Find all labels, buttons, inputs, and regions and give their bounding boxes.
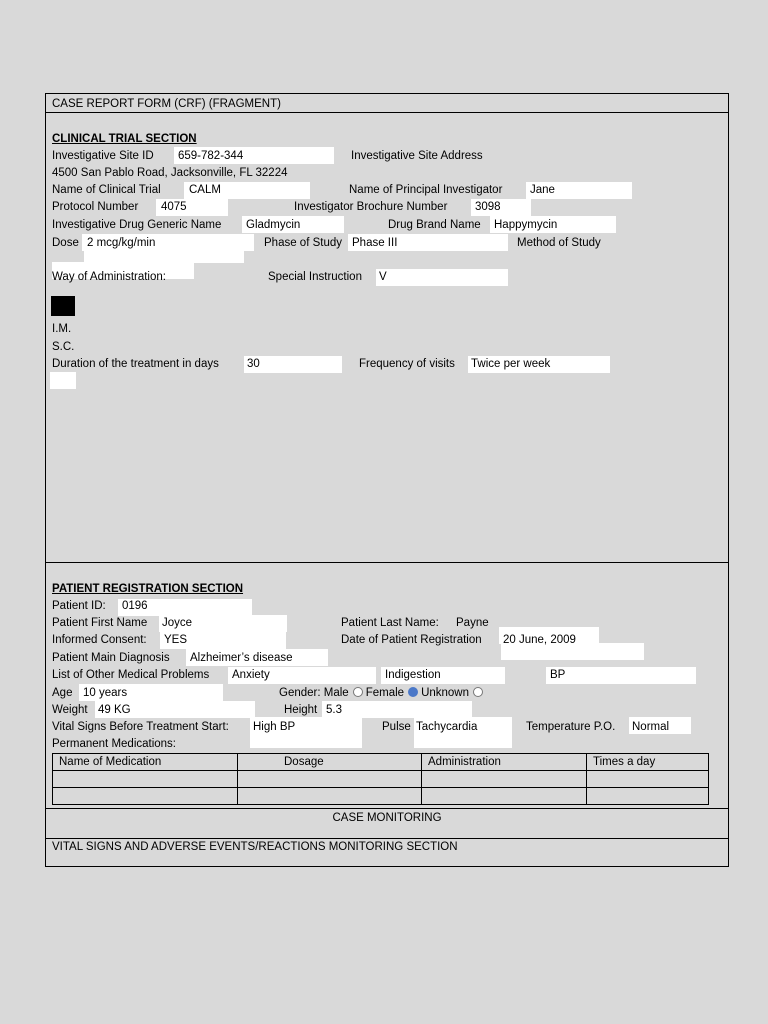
medications-table [52, 753, 709, 805]
table-cell[interactable] [53, 771, 238, 788]
table-row [53, 771, 709, 788]
table-cell[interactable] [53, 788, 238, 805]
table-cell[interactable] [422, 771, 587, 788]
pulse-label: Pulse [382, 721, 411, 733]
table-header-row [53, 754, 709, 771]
last-name-value: Payne [456, 617, 489, 629]
gender-female-radio[interactable] [408, 687, 418, 697]
frequency-label: Frequency of visits [359, 358, 455, 370]
brand-value: Happymycin [494, 219, 558, 231]
dose-value: 2 mcg/kg/min [87, 237, 156, 249]
last-name-label: Patient Last Name: [341, 617, 439, 629]
brochure-label: Investigator Brochure Number [294, 201, 448, 213]
special-field[interactable] [376, 269, 508, 286]
gender-unknown-radio[interactable] [473, 687, 483, 697]
table-cell[interactable] [422, 788, 587, 805]
age-label: Age [52, 687, 73, 699]
trial-name-label: Name of Clinical Trial [52, 184, 161, 196]
column-header-dosage: Dosage [238, 754, 422, 771]
problems-label: List of Other Medical Problems [52, 669, 210, 681]
trial-name-value: CALM [189, 184, 221, 196]
phase-label: Phase of Study [264, 237, 342, 249]
height-value: 5.3 [326, 704, 342, 716]
column-header-name: Name of Medication [53, 754, 238, 771]
first-name-label: Patient First Name [52, 617, 148, 629]
column-header-administration: Administration [422, 754, 587, 771]
duration-label: Duration of the treatment in days [52, 358, 219, 370]
frequency-value: Twice per week [471, 358, 551, 370]
protocol-value: 4075 [161, 201, 187, 213]
pi-value: Jane [530, 184, 555, 196]
weight-value: 49 KG [98, 704, 131, 716]
gender-option-female: Female [365, 687, 405, 699]
pi-label: Name of Principal Investigator [349, 184, 503, 196]
patient-id-label: Patient ID: [52, 600, 106, 612]
generic-value: Gladmycin [246, 219, 301, 231]
table-cell[interactable] [238, 788, 422, 805]
diagnosis-label: Patient Main Diagnosis [52, 652, 170, 664]
redacted-mark [51, 296, 75, 316]
table-cell[interactable] [238, 771, 422, 788]
site-address-label: Investigative Site Address [351, 150, 483, 162]
way-label: Way of Administration: [52, 271, 166, 283]
title-divider [46, 112, 728, 113]
problem-1-value: Anxiety [232, 669, 270, 681]
column-header-times: Times a day [587, 754, 709, 771]
first-name-value: Joyce [162, 617, 193, 629]
phase-value: Phase III [352, 237, 398, 249]
height-label: Height [284, 704, 318, 716]
route-sc[interactable]: S.C. [52, 341, 75, 353]
gender-label: Gender: [279, 687, 321, 699]
problem-2-value: Indigestion [385, 669, 441, 681]
site-address-value: 4500 San Pablo Road, Jacksonville, FL 32224 [52, 167, 288, 179]
vitals-label: Vital Signs Before Treatment Start: [52, 721, 229, 733]
diagnosis-value: Alzheimer’s disease [190, 652, 293, 664]
temp-label: Temperature P.O. [526, 721, 616, 733]
route-im[interactable]: I.M. [52, 323, 72, 335]
table-cell[interactable] [587, 788, 709, 805]
meds-label: Permanent Medications: [52, 738, 177, 750]
reg-date-value: 20 June, 2009 [503, 634, 576, 646]
clinical-section-title: CLINICAL TRIAL SECTION [52, 133, 197, 145]
weight-label: Weight [52, 704, 88, 716]
consent-label: Informed Consent: [52, 634, 147, 646]
table-row [53, 788, 709, 805]
reg-date-label: Date of Patient Registration [341, 634, 482, 646]
patient-id-value: 0196 [122, 600, 148, 612]
brochure-value: 3098 [475, 201, 501, 213]
protocol-label: Protocol Number [52, 201, 139, 213]
vitals-monitoring-divider [46, 838, 728, 839]
monitoring-title: CASE MONITORING [332, 812, 442, 824]
consent-value: YES [164, 634, 188, 646]
pulse-value: Tachycardia [416, 721, 478, 733]
patient-section-title: PATIENT REGISTRATION SECTION [52, 583, 244, 595]
gender-option-unknown: Unknown [421, 687, 470, 699]
temp-value: Normal [632, 721, 670, 733]
problem-3-field[interactable] [546, 667, 696, 684]
method-label: Method of Study [517, 237, 601, 249]
height-field[interactable] [322, 701, 472, 718]
form-title: CASE REPORT FORM (CRF) (FRAGMENT) [52, 98, 281, 110]
gender-option-male: Male [323, 687, 349, 699]
site-id-label: Investigative Site ID [52, 150, 154, 162]
dose-label: Dose [52, 237, 79, 249]
age-value: 10 years [83, 687, 128, 699]
gender-male-radio[interactable] [353, 687, 363, 697]
brand-label: Drug Brand Name [388, 219, 481, 231]
gender-group [279, 686, 486, 700]
problem-3-value: BP [550, 669, 566, 681]
duration-extra-field[interactable] [50, 372, 76, 389]
duration-value: 30 [247, 358, 260, 370]
section-divider [46, 562, 728, 563]
special-label: Special Instruction [268, 271, 362, 283]
site-id-value: 659-782-344 [178, 150, 244, 162]
vitals-value: High BP [253, 721, 296, 733]
table-cell[interactable] [587, 771, 709, 788]
special-value: V [379, 271, 387, 283]
case-report-form [45, 93, 729, 867]
vitals-monitoring-title: VITAL SIGNS AND ADVERSE EVENTS/REACTIONS MONITORING SECTION [52, 841, 458, 853]
generic-label: Investigative Drug Generic Name [52, 219, 222, 231]
monitoring-divider [46, 808, 728, 809]
